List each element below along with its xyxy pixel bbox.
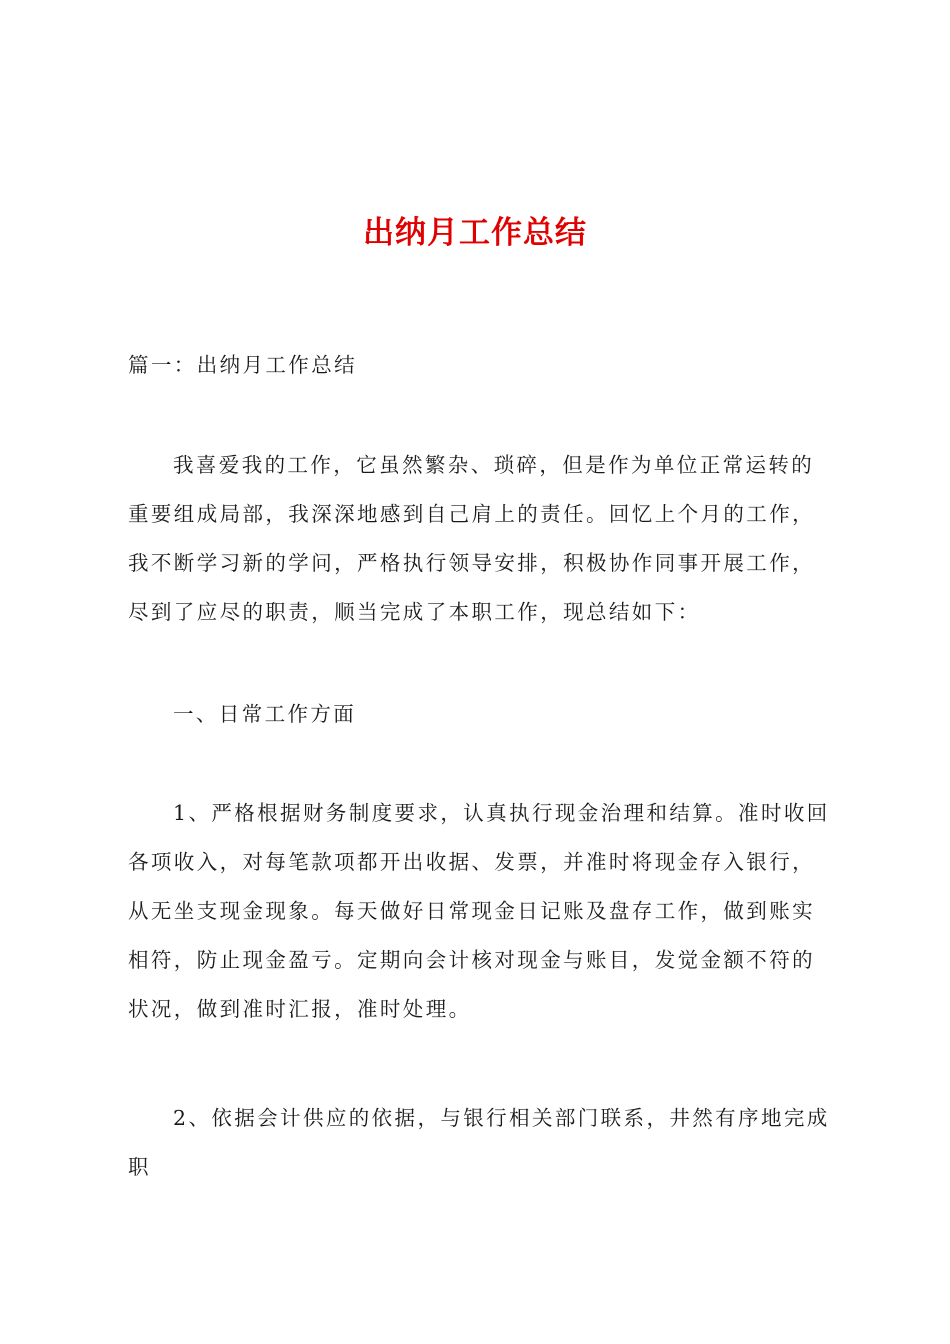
list-item-1: 1、严格根据财务制度要求，认真执行现金治理和结算。准时收回各项收入，对每笔款项都开出收据、发票，并准时将现金存入银行，从无坐支现金现象。每天做好日常现金日记账及盘存工作，做到账实相符，防止现金盈亏。定期向会计核对现金与账目，发觉金额不符的状况，做到准时汇报，准时处理。 <box>128 801 830 1021</box>
list-item-2: 2、依据会计供应的依据，与银行相关部门联系，井然有序地完成职 <box>128 1106 830 1179</box>
chapter-heading: 篇一：出纳月工作总结 <box>128 353 357 377</box>
intro-paragraph: 我喜爱我的工作，它虽然繁杂、琐碎，但是作为单位正常运转的重要组成局部，我深深地感到自己肩上的责任。回忆上个月的工作，我不断学习新的学问，严格执行领导安排，积极协作同事开展工作，尽到了应尽的职责，顺当完成了本职工作，现总结如下： <box>128 453 815 624</box>
document-title: 出纳月工作总结 <box>363 215 587 251</box>
section-heading: 一、日常工作方面 <box>173 702 357 726</box>
